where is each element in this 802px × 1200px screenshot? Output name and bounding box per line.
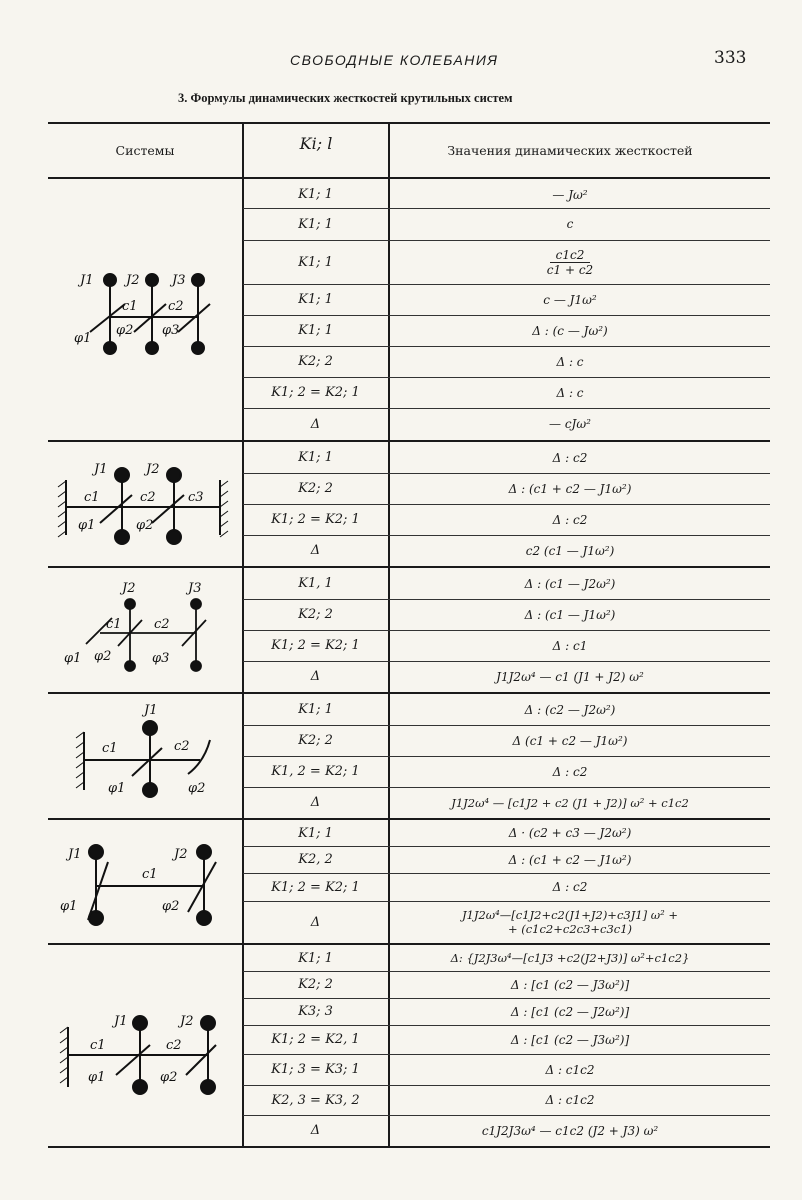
k-cell: K1; 2 = K2; 1 [271, 385, 360, 400]
value-cell: Δ: {J2J3ω⁴—[c1J3 +c2(J2+J3)] ω²+c1c2} [450, 951, 690, 965]
value-cell: Δ · (c2 + c3 — J2ω²) [508, 826, 632, 840]
k-cell: K2; 2 [298, 733, 333, 748]
value-cell: J1J2ω⁴ — c1 (J1 + J2) ω² [496, 669, 644, 684]
diagram-label: J1 [68, 847, 82, 862]
diagram-label: c2 [174, 739, 190, 754]
value-cell: Δ (c1 + c2 — J1ω²) [512, 733, 628, 748]
diagram-label: φ2 [94, 649, 112, 664]
k-cell: K2; 2 [298, 607, 333, 622]
value-cell: Δ : c [556, 354, 584, 369]
diagram-label: J1 [94, 462, 108, 477]
value-cell: — cJω² [549, 417, 591, 431]
k-cell: K1, 1 [298, 576, 333, 591]
value-cell: Δ : [c1 (c2 — J3ω²)] [510, 1032, 630, 1047]
k-cell: K1; 1 [298, 216, 333, 232]
header-values: Значения динамических жесткостей [447, 143, 693, 158]
diagram-label: φ1 [64, 651, 82, 666]
value-cell: Δ : c2 [552, 450, 588, 465]
k-cell: K1; 1 [298, 292, 333, 307]
fraction-numerator: c1c2 [550, 248, 591, 263]
diagram-label: J3 [188, 581, 202, 596]
value-cell: c — J1ω² [543, 292, 597, 307]
table-caption: 3. Формулы динамических жесткостей крутильных систем [178, 91, 513, 105]
value-cell-two-line [390, 901, 750, 943]
diagram-label: J3 [172, 273, 186, 288]
value-cell: J1J2ω⁴ — [c1J2 + c2 (J1 + J2)] ω² + c1c2 [451, 795, 689, 810]
diagram-label: J2 [122, 581, 136, 596]
diagram-label: φ1 [78, 518, 96, 533]
diagram-label: c1 [106, 617, 122, 632]
diagram-label: c2 [140, 490, 156, 505]
k-cell: Δ [310, 416, 321, 432]
running-head [0, 48, 802, 72]
value-cell: Δ : (c1 — J2ω²) [524, 576, 616, 591]
diagram-label: φ2 [160, 1070, 178, 1085]
diagram-label: J2 [126, 273, 140, 288]
k-cell: Δ [310, 914, 321, 930]
diagram-label: J2 [180, 1014, 194, 1029]
value-cell-fraction [390, 240, 750, 284]
k-cell: Δ [310, 795, 321, 810]
value-cell: Δ : c1c2 [545, 1093, 595, 1107]
k-cell: K1; 1 [298, 254, 333, 270]
k-cell: K1; 2 = K2, 1 [271, 1032, 360, 1047]
value-line: J1J2ω⁴—[c1J2+c2(J1+J2)+c3J1] ω² + [461, 908, 679, 922]
diagram-label: c1 [122, 299, 138, 314]
diagram-label: φ2 [116, 323, 134, 338]
diagram-label: c1 [142, 867, 158, 882]
value-line: + (c1c2+c2c3+c3c1) [507, 922, 633, 936]
value-cell: c1J2J3ω⁴ — c1c2 (J2 + J3) ω² [481, 1123, 659, 1138]
header-rule [48, 177, 770, 179]
k-cell: K2; 2 [298, 354, 333, 369]
diagram-label: φ1 [60, 899, 78, 914]
diagram-label: J1 [144, 703, 158, 718]
k-cell: K2; 2 [298, 977, 333, 992]
k-cell: K1; 2 = K2; 1 [271, 512, 360, 527]
diagram-label: c1 [102, 741, 118, 756]
diagram-two-mass-free [50, 832, 242, 937]
value-cell: Δ : (c1 + c2 — J1ω²) [508, 481, 632, 496]
diagram-label: φ1 [108, 781, 126, 796]
page-number: 333 [714, 48, 747, 68]
value-cell: Δ : c1c2 [545, 1062, 595, 1077]
value-cell: Δ : c1 [552, 638, 588, 653]
k-cell: K1; 1 [298, 323, 333, 338]
k-cell: K2, 3 = K3, 2 [271, 1092, 360, 1108]
value-cell: Δ : [c1 (c2 — J2ω²)] [510, 1004, 630, 1019]
fraction [547, 248, 593, 277]
k-cell: K1; 2 = K2; 1 [271, 638, 360, 653]
value-cell: Δ : [c1 (c2 — J3ω²)] [510, 977, 630, 992]
value-cell: Δ : (c1 — J1ω²) [524, 607, 616, 622]
k-cell: K1, 2 = K2; 1 [271, 764, 360, 779]
diagram-three-mass-free [50, 262, 242, 362]
diagram-two-mass-free-offset [50, 578, 242, 678]
diagram-label: c3 [188, 490, 204, 505]
k-cell: K2; 2 [298, 481, 333, 496]
diagram-label: φ1 [74, 331, 92, 346]
k-cell: Δ [310, 669, 321, 684]
k-cell: K1; 1 [298, 450, 333, 465]
k-cell: Δ [310, 543, 321, 558]
running-title: СВОБОДНЫЕ КОЛЕБАНИЯ [290, 52, 499, 68]
diagram-label: φ2 [188, 781, 206, 796]
value-cell: Δ : (c — Jω²) [532, 323, 608, 338]
diagram-label: φ1 [88, 1070, 106, 1085]
diagram-label: J1 [114, 1014, 128, 1029]
header-k: Ki; l [299, 134, 333, 153]
diagram-label: J2 [174, 847, 188, 862]
diagram-label: J1 [80, 273, 94, 288]
header-systems: Системы [115, 143, 175, 158]
value-cell: c [566, 217, 574, 231]
k-cell: K1; 1 [298, 702, 333, 717]
k-cell: K1; 2 = K2; 1 [271, 879, 360, 895]
diagram-two-mass-fixed-one [50, 1005, 242, 1105]
k-cell: K1; 3 = K3; 1 [271, 1062, 360, 1077]
k-cell: Δ [310, 1123, 321, 1138]
diagram-label: φ2 [136, 518, 154, 533]
diagram-label: c2 [168, 299, 184, 314]
diagram-label: J2 [146, 462, 160, 477]
diagram-label: c2 [154, 617, 170, 632]
fraction-denominator: c1 + c2 [546, 262, 594, 277]
diagram-label: c2 [166, 1038, 182, 1053]
table-bottom-rule [48, 1146, 770, 1148]
k-cell: K2, 2 [298, 852, 333, 867]
k-cell: K1; 1 [298, 950, 333, 966]
value-cell: Δ : (c2 — J2ω²) [524, 702, 616, 717]
k-cell: K3; 3 [298, 1004, 333, 1019]
value-cell: Δ : c2 [552, 512, 588, 527]
value-cell: Δ : c2 [552, 764, 588, 779]
diagram-label: φ3 [162, 323, 180, 338]
table-top-rule [48, 122, 770, 124]
value-cell: — Jω² [552, 187, 588, 202]
value-cell: Δ : c2 [552, 880, 588, 894]
diagram-two-mass-fixed-both [50, 455, 242, 555]
k-cell: K1; 1 [298, 187, 333, 202]
diagram-label: φ2 [162, 899, 180, 914]
k-cell: K1; 1 [298, 825, 333, 841]
value-cell: Δ : (c1 + c2 — J1ω²) [508, 852, 632, 867]
diagram-label: φ3 [152, 651, 170, 666]
diagram-label: c1 [84, 490, 100, 505]
value-cell: Δ : c [556, 385, 584, 400]
value-cell: c2 (c1 — J1ω²) [525, 543, 615, 558]
diagram-label: c1 [90, 1038, 106, 1053]
diagram-single-mass-fixed [50, 700, 242, 805]
